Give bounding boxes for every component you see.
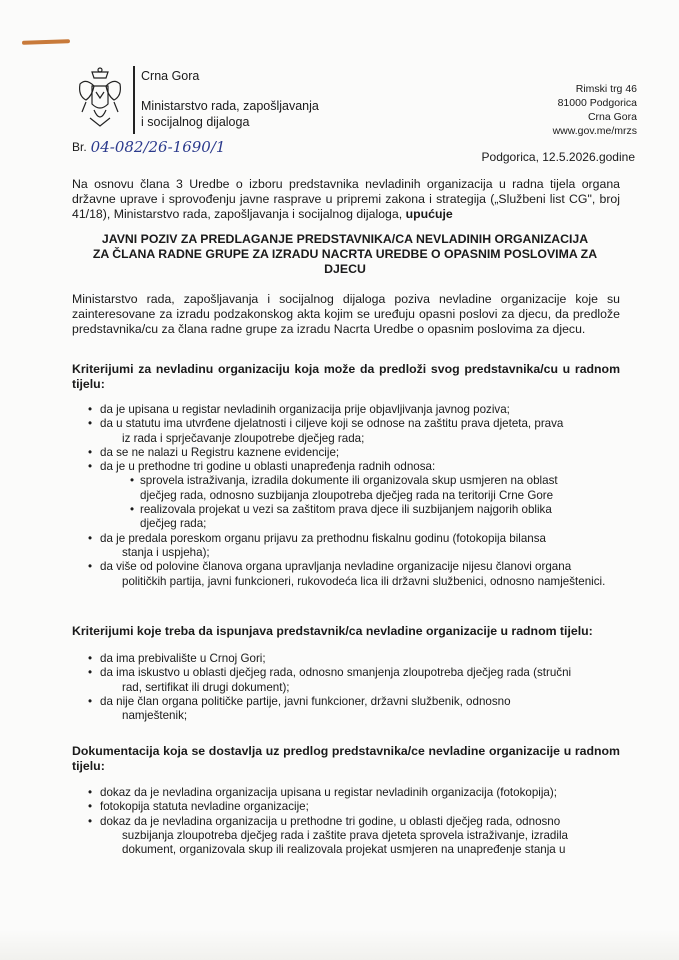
- sub-list-item: • sprovela istraživanja, izradila dokumente ili organizovala skup usmjeren na oblast dječjeg rada, odnosno suzbijanja zloupotreba dječjeg rada na teritoriji Crne Gore: [130, 474, 558, 502]
- intro-text: Na osnovu člana 3 Uredbe o izboru predstavnika nevladinih organizacija u radna tijela organa državne uprave i sprovođenju javne rasprave u pripremi zakona i strategija („Službeni list CG", broj 41/18), Ministarstvo rada, zapošljavanja i socijalnog dijaloga,: [72, 177, 620, 221]
- address-street: Rimski trg 46: [575, 83, 637, 95]
- address-block: [553, 82, 637, 138]
- country-name: Crna Gora: [141, 69, 200, 83]
- list-item: • dokaz da je nevladina organizacija u prethodne tri godine, u oblasti dječjeg rada, odnosno suzbijanja zloupotreba dječjeg rada i zaštite prava djeteta sprovela istraživanje, izradila dokument, organizovala skup ili realizovala projekat usmjeren na unapređenje stanja u: [86, 815, 620, 858]
- address-country: Crna Gora: [587, 111, 637, 123]
- page-bottom-shadow: [0, 930, 679, 960]
- section1-list: [86, 403, 620, 589]
- body-paragraph: Ministarstvo rada, zapošljavanja i socijalnog dijaloga poziva nevladine organizacije koje su zainteresovane za izradu podzakonskog akta kojim se uređuju opasni poslovi za djecu, da predlože predstavnika/cu za člana radne grupe za izradu Nacrta Uredbe o opasnim poslovima za djecu.: [72, 292, 620, 336]
- intro-bold: upućuje: [405, 207, 453, 221]
- document-title: [80, 232, 610, 277]
- coat-of-arms-icon: [72, 66, 128, 128]
- list-item: • da nije član organa političke partije, javni funkcioner, državni službenik, odnosno namještenik;: [86, 695, 620, 724]
- title-line-3: DJECU: [324, 262, 366, 276]
- section2-heading: Kriterijumi koje treba da ispunjava predstavnik/ca nevladine organizacije u radnom tijelu:: [72, 624, 593, 638]
- ref-label: Br.: [72, 140, 87, 154]
- list-item: • da je upisana u registar nevladinih organizacija prije objavljivanja javnog poziva;: [86, 403, 620, 417]
- list-item: • da je u prethodne tri godine u oblasti unapređenja radnih odnosa: • sprovela istraživanja, izradila dokumente ili organizovala skup usmjeren na oblast dječjeg rada, odnosno suzbijanja zloupotreba dječjeg rada na teritoriji Crne Gore • realizovala projekat u vezi sa zaštitom prava djece ili suzbijanjem najgorih oblika dječjeg rada;: [86, 460, 620, 531]
- header-divider: [133, 66, 135, 134]
- sub-list-item: • realizovala projekat u vezi sa zaštitom prava djece ili suzbijanjem najgorih oblika dječjeg rada;: [130, 503, 552, 531]
- list-item: • fotokopija statuta nevladine organizacije;: [86, 800, 620, 814]
- title-line-2: ZA ČLANA RADNE GRUPE ZA IZRADU NACRTA UREDBE O OPASNIM POSLOVIMA ZA: [92, 247, 598, 261]
- section3-list: [86, 786, 620, 857]
- ministry-name-line2: i socijalnog dijaloga: [141, 115, 250, 129]
- list-item: • dokaz da je nevladina organizacija upisana u registar nevladinih organizacija (fotokopija);: [86, 786, 620, 800]
- title-line-1: JAVNI POZIV ZA PREDLAGANJE PREDSTAVNIKA/CA NEVLADINIH ORGANIZACIJA: [101, 232, 589, 246]
- intro-paragraph: [72, 177, 620, 222]
- list-item: • da u statutu ima utvrđene djelatnosti i ciljeve koji se odnose na zaštitu prava djeteta, prava iz rada i sprječavanje zloupotrebe dječjeg rada;: [86, 417, 620, 446]
- list-item: • da se ne nalazi u Registru kaznene evidencije;: [86, 446, 620, 460]
- document-date: Podgorica, 12.5.2026.godine: [481, 150, 635, 164]
- section2-list: [86, 652, 620, 723]
- ministry-name-line1: Ministarstvo rada, zapošljavanja: [141, 99, 319, 113]
- ref-handwritten: 04-082/26-1690/1: [90, 138, 226, 156]
- address-website: www.gov.me/mrzs: [552, 125, 637, 137]
- list-item: • da je predala poreskom organu prijavu za prethodnu fiskalnu godinu (fotokopija bilansa stanja i uspjeha);: [86, 532, 620, 561]
- pen-mark: [22, 39, 70, 45]
- reference-number: [72, 138, 225, 156]
- section3-heading: Dokumentacija koja se dostavlja uz predlog predstavnika/ce nevladine organizacije u radnom tijelu:: [72, 744, 620, 773]
- list-item: • da ima prebivalište u Crnoj Gori;: [86, 652, 620, 666]
- address-city: 81000 Podgorica: [557, 97, 637, 109]
- list-item: • da više od polovine članova organa upravljanja nevladine organizacije nijesu članovi organa političkih partija, javni funkcioneri, rukovodeća lica ili državni službenici, odnosno namještenici.: [86, 560, 620, 589]
- list-item: • da ima iskustvo u oblasti dječjeg rada, odnosno smanjenja zloupotreba dječjeg rada (stručni rad, sertifikat ili drugi dokument);: [86, 666, 620, 695]
- section1-heading: Kriterijumi za nevladinu organizaciju koja može da predloži svog predstavnika/cu u radnom tijelu:: [72, 362, 620, 391]
